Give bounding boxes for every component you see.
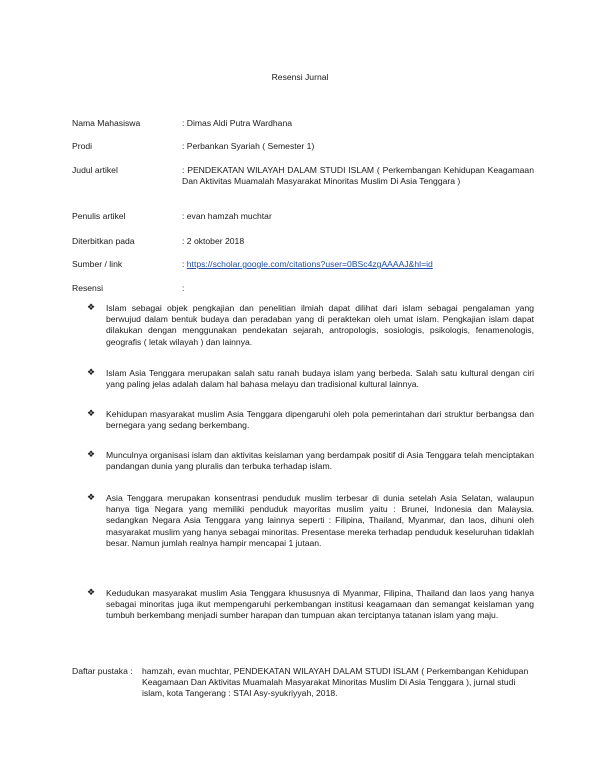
field-label: Penulis artikel [72, 211, 126, 221]
list-item [87, 409, 534, 431]
diamond-bullet-icon: ❖ [87, 302, 96, 312]
field-value: : [182, 283, 185, 293]
field-value: : evan hamzah muchtar [182, 211, 272, 221]
list-item-text: Asia Tenggara merupakan konsentrasi penduduk muslim terbesar di dunia setelah Asia Selatan, walaupun hanya tiga Negara yang memiliki penduduk mayoritas muslim yaitu : Brunei, Indonesia dan Malaysia. sedangkan Negara Asia Tenggara yang lainnya seperti : Filipina, Thailand, Myanmar, dan laos, dihuni oleh masyarakat muslim yang hanya sebagai minoritas. Presentase mereka terhadap penduduk keseluruhan tidaklah besar. Namun jumlah realnya hampir mencapai 1 jutaan. [106, 493, 534, 548]
page-title: Resensi Jurnal [271, 72, 329, 82]
field-value: : Dimas Aldi Putra Wardhana [182, 118, 293, 128]
diamond-bullet-icon: ❖ [87, 367, 96, 377]
list-item [87, 588, 534, 622]
field-label: Prodi [72, 141, 93, 151]
field-value: : PENDEKATAN WILAYAH DALAM STUDI ISLAM ( Perkembangan Kehidupan Keagamaan Dan Aktivitas Muamalah Masyarakat Minoritas Muslim Di Asia Tenggara ) [182, 165, 534, 187]
list-item-text: Kedudukan masyarakat muslim Asia Tenggara khususnya di Myanmar, Filipina, Thailand dan laos yang hanya sebagai minoritas juga ikut mempengaruhi perkembangan institusi keagamaan dan semangat keislaman yang tumbuh berkembang menjadi sumber harapan dan tumpuan akan terciptanya tatanan islam yang maju. [106, 588, 534, 621]
field-prefix: : [182, 259, 187, 269]
list-item [87, 368, 534, 390]
list-item-text: Kehidupan masyarakat muslim Asia Tenggara dipengaruhi oleh pola pemerintahan dari struktur berbangsa dan bernegara yang sedang berkembang. [106, 409, 534, 431]
field-value: : Perbankan Syariah ( Semester 1) [182, 141, 315, 151]
diamond-bullet-icon: ❖ [87, 449, 96, 459]
field-label: Sumber / link [72, 259, 123, 269]
field-value: : 2 oktober 2018 [182, 236, 245, 246]
field-label: Resensi [72, 283, 104, 293]
list-item-text: Islam Asia Tenggara merupakan salah satu ranah budaya islam yang berbeda. Salah satu kultural dengan ciri yang paling jelas adalah dalam hal bahasa melayu dan tradisional kultural lainnya. [106, 368, 534, 390]
list-item-text: Munculnya organisasi islam dan aktivitas keislaman yang berdampak positif di Asia Tenggara telah menciptakan pandangan dunia yang pluralis dan terbuka terhadap islam. [106, 450, 534, 472]
list-item [87, 450, 534, 472]
diamond-bullet-icon: ❖ [87, 492, 96, 502]
list-item-text: Islam sebagai objek pengkajian dan penelitian ilmiah dapat dilihat dari islam sebagai pengalaman yang berwujud dalam bentuk budaya dan peradaban yang di peraktekan oleh umat islam. Pengkajian islam dapat dilakukan dengan menggunakan pendekatan sejarah, antropologis, sosiologis, psikologis, fenamenologis, geografis ( letak wilayah ) dan lainnya. [106, 303, 534, 347]
bibliography-label: Daftar pustaka : [72, 666, 133, 676]
field-label: Judul artikel [72, 165, 118, 175]
field-label: Nama Mahasiswa [72, 118, 141, 128]
diamond-bullet-icon: ❖ [87, 587, 96, 597]
list-item [87, 303, 534, 348]
source-link[interactable]: https://scholar.google.com/citations?user=0BSc4zgAAAAJ&hl=id [186, 259, 433, 269]
list-item [87, 493, 534, 549]
bibliography-text: hamzah, evan muchtar, PENDEKATAN WILAYAH DALAM STUDI ISLAM ( Perkembangan Kehidupan Keagamaan Dan Aktivitas Muamalah Masyarakat Minoritas Muslim Di Asia Tenggara ), jurnal studi islam, kota Tangerang : STAI Asy-syukriyyah, 2018. [142, 666, 529, 699]
field-value [182, 259, 534, 270]
diamond-bullet-icon: ❖ [87, 408, 96, 418]
field-label: Diterbitkan pada [72, 236, 135, 246]
